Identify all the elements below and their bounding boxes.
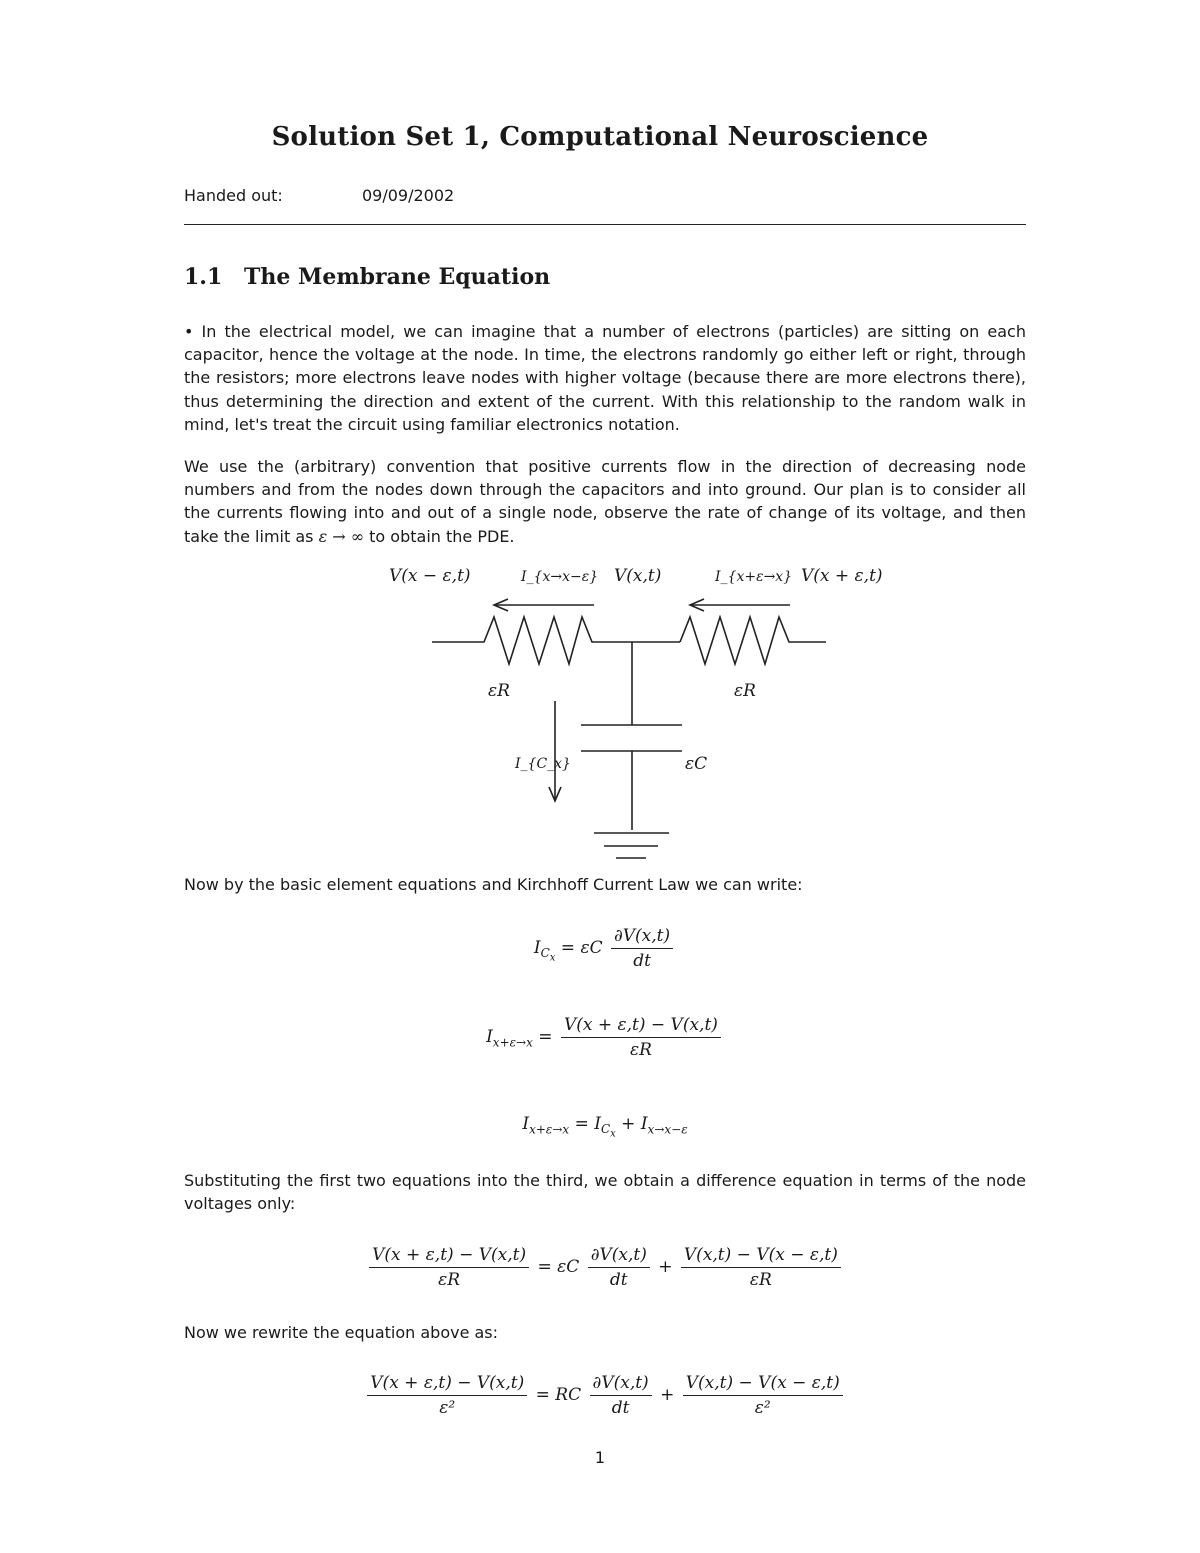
eq5-fraction-2: $\frac{\partial V(x,t)}{dt}$ <box>590 1373 652 1418</box>
page-number: 1 <box>594 1448 606 1467</box>
equation-rewritten: $\frac{V(x + \varepsilon,t) - V(x,t)}{\text{ε²}}$ = RC $\frac{\partial V(x,t)}{dt}$ + $\frac{V(x,t) - V(x - \varepsilon,t)}{\text{ε²}}$ <box>184 1373 1026 1418</box>
paragraph-substitution: Substituting the first two equations into the third, we obtain a difference equation in terms of the node voltages only: <box>184 1171 1026 1214</box>
equation-capacitor-current: $I_{C_x} = \varepsilon C$ $\frac{\partial V(x,t)}{dt}$ <box>184 926 1026 971</box>
eq4-fraction-3: $\frac{V(x,t) - V(x - \varepsilon,t)}{\varepsilon R}$ <box>681 1245 841 1290</box>
eq3-rhs-sub: x→x−ε <box>647 1122 688 1137</box>
eq2-lhs-sub: x+ε→x <box>492 1035 533 1050</box>
label-resistor-left: εR <box>488 681 510 701</box>
convention-text: We use the (arbitrary) convention that positive currents flow in the direction of decreasing node numbers and from the nodes down through the capacitors and into ground. Our plan is to consider all the currents flowing into and out of a single node, observe the rate of change of its voltage, and then take the limit as <box>184 457 1026 546</box>
label-node-mid: V(x,t) <box>614 566 662 586</box>
limit-math: ε → ∞ <box>318 526 365 546</box>
section-heading <box>184 264 550 290</box>
handout-date: 09/09/2002 <box>362 186 455 205</box>
paragraph-rewrite: Now we rewrite the equation above as: <box>184 1323 499 1342</box>
eq1-fraction <box>611 926 673 971</box>
equation-resistor-current <box>184 1015 1026 1060</box>
eq2-denominator: εR <box>561 1037 721 1060</box>
equation-difference: $\frac{V(x + \varepsilon,t) - V(x,t)}{\varepsilon R}$ = εC $\frac{\partial V(x,t)}{dt}$ + $\frac{V(x,t) - V(x - \varepsilon,t)}{\varepsilon R}$ <box>184 1245 1026 1290</box>
paragraph-kirchhoff: Now by the basic element equations and Kirchhoff Current Law we can write: <box>184 875 803 894</box>
eq5-fraction-1: $\frac{V(x + \varepsilon,t) - V(x,t)}{\text{ε²}}$ <box>367 1373 527 1418</box>
convention-tail: to obtain the PDE. <box>369 526 515 546</box>
header-rule <box>184 224 1026 225</box>
eq4-fraction-1: $\frac{V(x + \varepsilon,t) - V(x,t)}{\varepsilon R}$ <box>369 1245 529 1290</box>
eq1-denominator: dt <box>611 948 673 971</box>
handout-label: Handed out: <box>184 186 283 205</box>
eq1-lhs: I <box>533 938 541 958</box>
label-current-left: I_{x→x−ε} <box>521 569 599 585</box>
eq2-equals: = <box>538 1027 553 1047</box>
paragraph-electrical-model: • In the electrical model, we can imagine that a number of electrons (particles) are sitting on each capacitor, hence the voltage at the node. In time, the electrons randomly go either left or right, through the resistors; more electrons leave nodes with higher voltage (because there are more electrons there), thus determining the direction and extent of the current. With this relationship to the random walk in mind, let's treat the circuit using familiar electronics notation. <box>184 322 1026 434</box>
resistor-left <box>432 617 680 664</box>
eq2-numerator: V(x + ε,t) − V(x,t) <box>563 1015 718 1035</box>
eq1-numerator: ∂V(x,t) <box>613 926 671 946</box>
resistor-right <box>680 617 826 664</box>
eq2-lhs: I <box>486 1027 493 1047</box>
label-resistor-right: εR <box>734 681 756 701</box>
label-node-right: V(x + ε,t) <box>801 566 883 586</box>
eq3-lhs: I <box>522 1114 530 1134</box>
label-cap-current: I_{C_x} <box>515 756 571 772</box>
circuit-diagram <box>0 555 1200 870</box>
document-title: Solution Set 1, Computational Neuroscience <box>271 122 929 152</box>
label-capacitor: εC <box>685 754 708 774</box>
equation-kcl: $I_{x+\varepsilon\to x} = I_{C_x} + I_{x\to x-\varepsilon}$ <box>522 1114 688 1140</box>
eq3-lhs-sub: x+ε→x <box>529 1122 570 1137</box>
paragraph-convention <box>184 455 1026 548</box>
label-node-left: V(x − ε,t) <box>389 566 471 586</box>
section-number: 1.1 <box>184 264 223 290</box>
section-title: The Membrane Equation <box>244 264 551 290</box>
eq1-equals: = εC <box>560 938 603 958</box>
eq5-fraction-3: $\frac{V(x,t) - V(x - \varepsilon,t)}{\text{ε²}}$ <box>683 1373 843 1418</box>
eq3-mid: = I <box>574 1114 601 1134</box>
eq3-plus: + I <box>621 1114 648 1134</box>
label-current-right: I_{x+ε→x} <box>715 569 793 585</box>
eq4-fraction-2: $\frac{\partial V(x,t)}{dt}$ <box>588 1245 650 1290</box>
eq2-fraction <box>561 1015 721 1060</box>
